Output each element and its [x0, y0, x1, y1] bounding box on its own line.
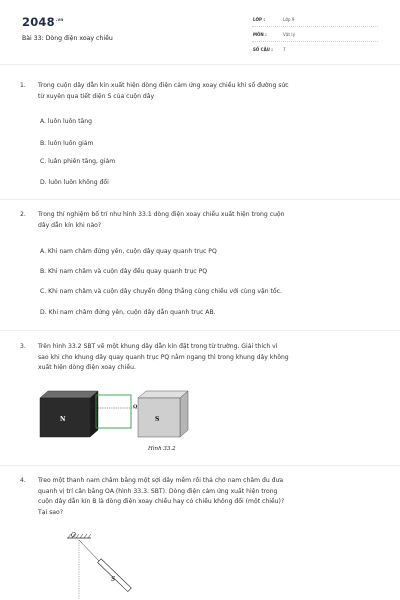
question-line: Trong thí nghiệm bố trí như hình 33.1 dòng điện xoay chiều xuất hiện trong cuộn — [38, 211, 285, 218]
question-line: sao khi cho khung dây quay quanh trục PQ nằm ngang thì trong khung dây không — [38, 353, 289, 361]
question-line: Tại sao? — [38, 508, 63, 516]
lesson-title: Bài 33: Dòng điện xoay chiều — [22, 35, 113, 42]
page-header — [0, 0, 400, 64]
question-text — [38, 342, 380, 374]
question-number: 4. — [20, 477, 26, 484]
pivot-label: O — [71, 532, 76, 539]
question-line: Treo một thanh nam châm bằng một sợi dây mềm rồi thả cho nam châm đu đưa — [38, 477, 284, 484]
question-separator — [0, 465, 400, 466]
question-2 — [20, 210, 380, 232]
question-line: cuộn dây dẫn kín B là dòng điện xoay chiều hay có chiều không đổi (một chiều)? — [38, 498, 285, 505]
site-logo[interactable]: $2048^{.vn}$ — [22, 15, 64, 29]
meta-value-grade: Lớp 9 — [283, 17, 295, 22]
question-text — [38, 476, 380, 518]
question-1 — [20, 81, 380, 103]
option-a[interactable]: A. Khi nam châm đứng yên, cuộn dây quay quanh trục PQ — [40, 248, 217, 255]
question-3 — [20, 342, 380, 374]
option-a[interactable]: A. luôn luôn tăng — [40, 118, 92, 125]
question-4 — [20, 476, 380, 520]
header-separator — [0, 64, 400, 65]
question-text — [38, 81, 380, 102]
figure-caption: Hình 33.2 — [148, 446, 176, 452]
question-text — [38, 210, 380, 231]
meta-label-count: SỐ CÂU : — [253, 47, 273, 52]
meta-label-grade: LỚP : — [253, 17, 265, 22]
string — [79, 540, 99, 561]
magnet-north-block — [40, 391, 98, 437]
north-pole-label: N — [60, 416, 66, 423]
meta-value-subject: Vật lý — [283, 32, 296, 37]
question-separator — [0, 330, 400, 331]
meta-label-subject: MÔN : — [253, 32, 267, 37]
south-pole-label: S — [155, 416, 160, 423]
question-line: Trong cuộn dây dẫn kín xuất hiện dòng điện cảm ứng xoay chiều khi số đường sức — [38, 82, 289, 89]
option-c[interactable]: C. luân phiên tăng, giảm — [40, 158, 116, 165]
logo-suffix: .vn — [55, 17, 64, 22]
question-separator — [0, 199, 400, 200]
option-d[interactable]: D. luôn luôn không đổi — [40, 179, 109, 186]
question-number: 3. — [20, 343, 26, 350]
axis-label-q: Q — [133, 404, 138, 410]
magnet-pole-label: S — [111, 576, 116, 583]
meta-divider — [252, 26, 378, 27]
meta-value-count: 7 — [283, 47, 286, 52]
magnet-south-block — [138, 391, 188, 437]
question-line: quanh vị trí cân bằng OA (hình 33.3. SBT). Dòng điện cảm ứng xuất hiện trong — [38, 487, 278, 495]
question-number: 1. — [20, 82, 26, 89]
meta-divider — [252, 41, 378, 42]
option-b[interactable]: B. Khi nam châm và cuộn dây đều quay quanh trục PQ — [40, 268, 208, 275]
coil-frame — [96, 395, 131, 428]
figure-33-3 — [55, 528, 145, 600]
option-c[interactable]: C. Khi nam châm và cuộn dây chuyển động thẳng cùng chiều với cùng vận tốc. — [40, 288, 282, 295]
option-b[interactable]: B. luôn luôn giảm — [40, 140, 94, 147]
axis-label-p: P — [91, 404, 95, 410]
question-line: dây dẫn kín khi nào? — [38, 221, 102, 229]
question-line: từ xuyên qua tiết diện S của cuộn dây — [38, 92, 155, 100]
question-number: 2. — [20, 211, 26, 218]
question-line: xuất hiện dòng điện xoay chiều. — [38, 364, 136, 371]
question-line: Trên hình 33.2 SBT vẽ một khung dây dẫn kín đặt trong từ trường. Giải thích vì — [38, 343, 278, 350]
option-d[interactable]: D. Khi nam châm đứng yên, cuộn dây dẫn quanh trục AB. — [40, 309, 216, 316]
figure-33-2 — [38, 388, 192, 440]
